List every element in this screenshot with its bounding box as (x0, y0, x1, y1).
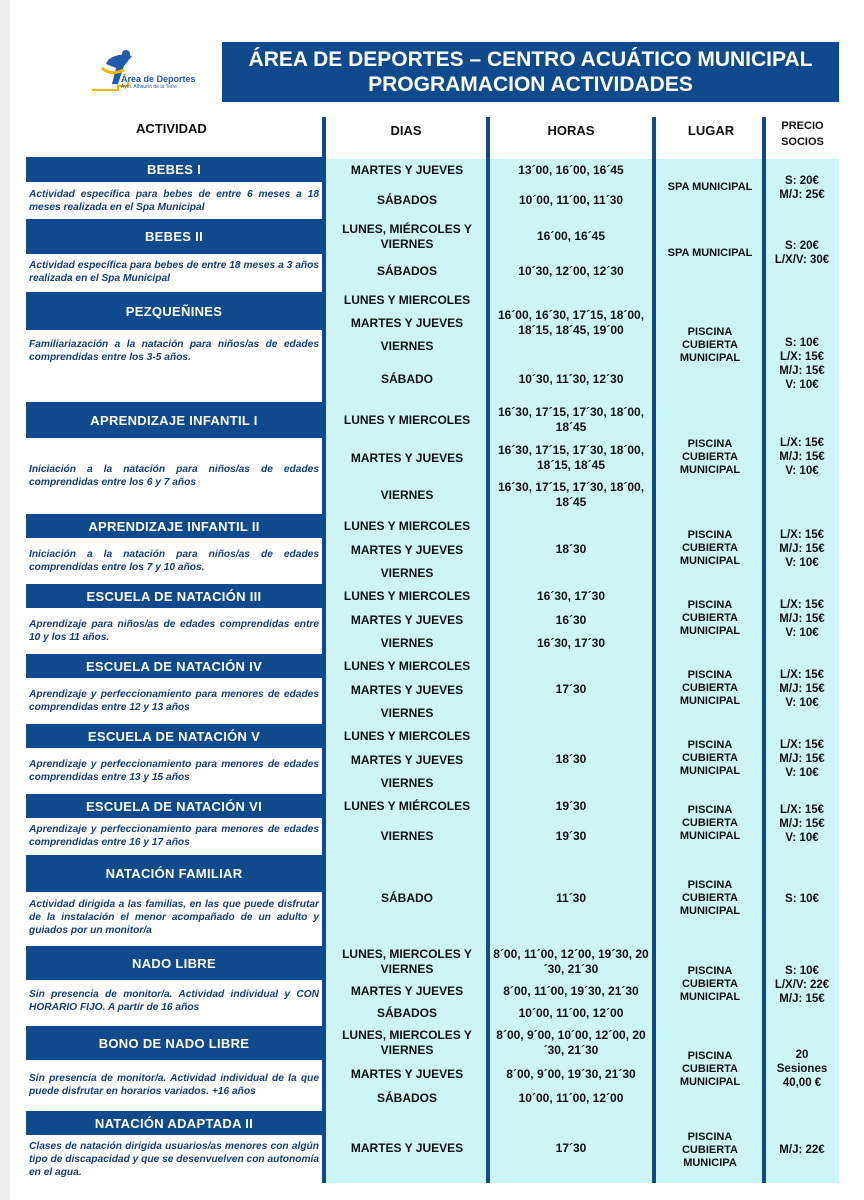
activity-title-text: PEZQUEÑINES (125, 303, 223, 319)
dias-cell (330, 402, 484, 438)
dias-cell-text: LUNES, MIÉRCOLES Y VIERNES (342, 221, 472, 251)
activity-description-text: Clases de natación dirigida usuarios/as menores con algún tipo de discapacidad y que se desenvuelven con autonomía en el agua. (29, 1141, 319, 1178)
dias-cell (330, 656, 484, 676)
horas-cell (491, 855, 651, 942)
horas-cell (491, 1063, 651, 1085)
activity-description (26, 255, 322, 288)
horas-cell-text: 16´30, 17´15, 17´30, 18´00, 18´15, 18´45 (497, 443, 645, 472)
activity-title (26, 514, 322, 538)
lugar-cell-text: PISCINA CUBIERTA MUNICIPAL (679, 669, 741, 707)
horas-cell-text: 18´30 (555, 752, 587, 766)
lugar-cell (660, 160, 760, 215)
activity-description-text: Actividad específica para bebes de entre 6 meses a 18 meses realizada en el Spa Municipal (29, 188, 319, 213)
dias-cell (330, 633, 484, 653)
precio-cell (768, 402, 836, 512)
lugar-cell (660, 1028, 760, 1110)
logo-text: Área de Deportes (121, 74, 196, 84)
dias-cell-text: LUNES Y MIERCOLES (343, 728, 471, 743)
dias-cell-text: VIERNES (380, 338, 434, 353)
dias-cell-text: MARTES Y JUEVES (350, 542, 464, 557)
dias-cell-text: MARTES Y JUEVES (350, 1140, 464, 1155)
activity-title (26, 584, 322, 608)
dias-cell (330, 1136, 484, 1160)
horas-cell (491, 300, 651, 345)
precio-cell-text: 20 Sesiones 40,00 € (776, 1049, 828, 1089)
dias-cell (330, 1063, 484, 1085)
activity-description-text: Aprendizaje y perfeccionamiento para menores de edades comprendidas entre 13 y 15 años (29, 759, 319, 783)
dias-cell-text: LUNES Y MIERCOLES (343, 658, 471, 673)
activity-title (26, 855, 322, 892)
horas-cell (491, 256, 651, 286)
dias-cell (330, 680, 484, 700)
horas-cell (491, 726, 651, 793)
dias-cell (330, 796, 484, 816)
dias-cell (330, 750, 484, 770)
dias-cell (330, 980, 484, 1002)
activity-title (26, 1111, 322, 1135)
horas-cell-text: 8´00, 9´00, 19´30, 21´30 (506, 1066, 636, 1081)
activity-title (26, 794, 322, 818)
activity-title (26, 1026, 322, 1060)
activity-title-text: ESCUELA DE NATACIÓN V (87, 728, 261, 744)
dias-cell-text: MARTES Y JUEVES (350, 315, 464, 330)
activity-description (26, 1061, 322, 1109)
dias-cell (330, 313, 484, 333)
precio-cell-text: L/X: 15€ M/J: 15€ V: 10€ (779, 738, 825, 779)
horas-cell-text: 13´00, 16´00, 16´45 (518, 163, 624, 177)
dias-cell-text: MARTES Y JUEVES (350, 450, 464, 465)
horas-cell-text: 19´30 (555, 798, 587, 813)
dias-cell-text: SÁBADOS (376, 1005, 437, 1020)
horas-cell-text: 10´00, 11´00, 12´00 (518, 1005, 624, 1020)
activity-description-text: Aprendizaje y perfeccionamiento para menores de edades comprendidas entre 12 y 13 años (29, 689, 319, 713)
dias-cell (330, 703, 484, 723)
dias-cell-text: LUNES, MIERCOLES Y VIERNES (342, 947, 472, 976)
horas-cell (491, 219, 651, 254)
activity-title-text: NADO LIBRE (132, 955, 216, 971)
dias-cell-text: SÁBADOS (376, 192, 437, 207)
horas-cell (491, 610, 651, 630)
horas-cell (491, 440, 651, 476)
dias-cell-text: MARTES Y JUEVES (350, 612, 464, 627)
activity-description (26, 331, 322, 370)
page-title (222, 42, 839, 102)
horas-cell-text: 16´00, 16´45 (536, 229, 606, 243)
dias-cell-text: LUNES Y MIERCOLES (343, 518, 471, 533)
lugar-cell-text: SPA MUNICIPAL (667, 181, 753, 193)
horas-cell-text: 16´00, 16´30, 17´15, 18´00, 18´15, 18´45, 19´00 (497, 307, 645, 337)
activity-description-text: Sin presencia de monitor/a. Actividad individual de la que puede disfrutar en horarios variados. +16 años (29, 1073, 319, 1097)
precio-cell (768, 1028, 836, 1110)
dias-cell-text: LUNES Y MIÉRCOLES (343, 798, 471, 813)
horas-cell (491, 633, 651, 653)
activity-title (26, 946, 322, 980)
lugar-cell (660, 220, 760, 286)
horas-cell-text: 16´30 (555, 612, 587, 627)
dias-cell-text: SÁBADO (380, 891, 433, 905)
dias-cell (330, 1003, 484, 1023)
activity-description (26, 539, 322, 583)
precio-cell-text: S: 10€ L/X/V: 22€ M/J: 15€ (774, 964, 830, 1005)
lugar-cell (660, 402, 760, 512)
activity-description-text: Aprendizaje y perfeccionamiento para menores de edades comprendidas entre 16 y 17 años (29, 824, 319, 848)
dias-cell (330, 256, 484, 286)
dias-cell (330, 610, 484, 630)
lugar-cell-text: PISCINA CUBIERTA MUNICIPAL (679, 1049, 741, 1088)
column-divider (762, 117, 766, 1183)
horas-cell (491, 184, 651, 216)
horas-cell-text: 10´00, 11´00, 11´30 (518, 192, 624, 207)
dias-cell (330, 855, 484, 942)
activity-title-text: NATACIÓN ADAPTADA II (94, 1115, 254, 1131)
activity-title-text: BEBES I (146, 162, 202, 177)
header-actividad: ACTIVIDAD (136, 120, 207, 136)
activity-description-text: Familiariazación a la natación para niños/as de edades comprendidas entre los 3-5 años. (29, 338, 319, 363)
dias-cell-text: SÁBADOS (376, 263, 437, 278)
dias-cell-text: LUNES, MIERCOLES Y VIERNES (342, 1028, 472, 1057)
precio-cell (768, 514, 836, 583)
lugar-cell (660, 292, 760, 398)
precio-cell (768, 855, 836, 942)
header-dias: DIAS (390, 122, 422, 138)
horas-cell (491, 1028, 651, 1058)
dias-cell (330, 946, 484, 978)
activity-title (26, 724, 322, 748)
horas-cell (491, 586, 651, 606)
logo-subtext: Ayto. Alhaurín de la Torre (121, 84, 177, 90)
dias-cell-text: MARTES Y JUEVES (350, 1066, 464, 1081)
lugar-cell (660, 794, 760, 853)
horas-cell-text: 8´00, 9´00, 10´00, 12´00, 20´30, 21´30 (496, 1028, 646, 1057)
lugar-cell-text: PISCINA CUBIERTA MUNICIPAL (679, 529, 741, 567)
precio-cell (768, 220, 836, 286)
dias-cell-text: VIERNES (380, 635, 434, 650)
dias-cell-text: MARTES Y JUEVES (350, 752, 464, 767)
lugar-cell (660, 724, 760, 793)
horas-cell (491, 1088, 651, 1108)
horas-cell (491, 826, 651, 846)
activity-title (26, 219, 322, 254)
lugar-cell-text: PISCINA CUBIERTA MUNICIPAL (679, 739, 741, 777)
dias-cell (330, 159, 484, 182)
activity-title-text: BEBES II (144, 229, 204, 244)
precio-cell (768, 794, 836, 853)
header-precio-line1: PRECIO (781, 120, 824, 132)
dias-cell (330, 290, 484, 310)
dias-cell-text: LUNES Y MIERCOLES (343, 588, 471, 603)
lugar-cell (660, 514, 760, 583)
activity-description (26, 679, 322, 723)
horas-cell (491, 1136, 651, 1160)
lugar-cell-text: PISCINA CUBIERTA MUNICIPAL (679, 599, 741, 637)
horas-cell-text: 18´30 (555, 542, 587, 556)
lugar-cell-text: PISCINA CUBIERTA MUNICIPAL (679, 804, 741, 842)
horas-cell (491, 159, 651, 182)
precio-cell-text: L/X: 15€ M/J: 15€ V: 10€ (779, 668, 825, 709)
column-divider (652, 117, 656, 1183)
dias-cell (330, 563, 484, 583)
activity-description-text: Sin presencia de monitor/a. Actividad individual y CON HORARIO FIJO. A partir de 16 años (29, 988, 319, 1013)
activity-title (26, 292, 322, 330)
dias-cell-text: VIERNES (380, 828, 434, 843)
dias-cell (330, 440, 484, 476)
dias-cell (330, 219, 484, 254)
activity-title-text: APRENDIZAJE INFANTIL II (88, 518, 260, 534)
horas-cell-text: 16´30, 17´15, 17´30, 18´00, 18´45 (497, 480, 645, 509)
activity-description (26, 1136, 322, 1183)
precio-cell (768, 1120, 836, 1180)
dias-cell (330, 184, 484, 216)
header-precio (766, 114, 839, 154)
activity-description-text: Aprendizaje para niños/as de edades comprendidas entre 10 y los 11 años. (29, 619, 319, 643)
horas-cell (491, 478, 651, 512)
activity-description (26, 981, 322, 1020)
activity-description-text: Iniciación a la natación para niños/as de edades comprendidas entre los 6 y 7 años (29, 464, 319, 488)
precio-cell-text: L/X: 15€ M/J: 15€ V: 10€ (779, 803, 825, 844)
dias-cell (330, 1088, 484, 1108)
lugar-cell-text: PISCINA CUBIERTA MUNICIPAL (679, 879, 741, 917)
horas-cell-text: 19´30 (555, 828, 587, 843)
horas-cell-text: 8´00, 11´00, 12´00, 19´30, 20´30, 21´30 (493, 947, 649, 976)
dias-cell (330, 540, 484, 560)
dias-cell (330, 1028, 484, 1058)
activity-title-text: ESCUELA DE NATACIÓN III (86, 588, 262, 604)
lugar-cell-text: PISCINA CUBIERTA MUNICIPAL (679, 325, 741, 364)
page-edge (0, 0, 10, 1200)
activity-title-text: ESCUELA DE NATACIÓN IV (85, 658, 263, 674)
header-precio-line2: SOCIOS (781, 136, 824, 148)
activity-description (26, 749, 322, 793)
dias-cell (330, 586, 484, 606)
lugar-cell-text: PISCINA CUBIERTA MUNICIPAL (679, 437, 741, 476)
horas-cell-text: 8´00, 11´00, 19´30, 21´30 (503, 983, 639, 998)
precio-cell-text: L/X: 15€ M/J: 15€ V: 10€ (779, 598, 825, 639)
activity-title (26, 402, 322, 438)
activity-description (26, 893, 322, 942)
activity-description-text: Actividad dirigida a las familias, en las que puede disfrutar de la instalación el menor acompañado de un adulto y guiados por un monitor/a (29, 899, 319, 936)
activity-title-text: BONO DE NADO LIBRE (98, 1035, 250, 1051)
activity-title-text: NATACIÓN FAMILIAR (105, 866, 243, 881)
dias-cell-text: SÁBADOS (376, 1090, 437, 1105)
dias-cell-text: VIERNES (380, 775, 434, 790)
horas-cell-text: 17´30 (555, 1140, 587, 1155)
dias-cell-text: SÁBADO (380, 371, 433, 386)
activity-description-text: Iniciación a la natación para niños/as de edades comprendidas entre los 7 y 10 años. (29, 549, 319, 573)
lugar-cell-text: PISCINA CUBIERTA MUNICIPAL (679, 965, 741, 1003)
lugar-cell-text: PISCINA CUBIERTA MUNICIPA (681, 1130, 738, 1169)
horas-cell-text: 11´30 (555, 891, 587, 905)
precio-cell (768, 654, 836, 723)
lugar-cell (660, 946, 760, 1023)
horas-cell-text: 17´30 (555, 682, 587, 696)
activity-description (26, 609, 322, 653)
precio-cell (768, 946, 836, 1023)
horas-cell (491, 516, 651, 583)
precio-cell (768, 330, 836, 398)
dias-cell-text: MARTES Y JUEVES (350, 163, 464, 177)
horas-cell-text: 10´00, 11´00, 12´00 (518, 1090, 624, 1105)
precio-cell (768, 584, 836, 653)
horas-cell (491, 796, 651, 816)
horas-cell (491, 946, 651, 978)
precio-cell (768, 160, 836, 216)
lugar-cell (660, 855, 760, 942)
horas-cell-text: 16´30, 17´30 (536, 588, 606, 603)
dias-cell-text: MARTES Y JUEVES (350, 983, 464, 998)
dias-cell-text: VIERNES (380, 705, 434, 720)
lugar-cell (660, 584, 760, 653)
lugar-cell-text: SPA MUNICIPAL (667, 246, 753, 259)
precio-cell-text: S: 10€ L/X: 15€ M/J: 15€ V: 10€ (779, 337, 825, 391)
precio-cell-text: S: 10€ (785, 892, 819, 905)
activity-description (26, 439, 322, 513)
title-line-2: PROGRAMACION ACTIVIDADES (368, 73, 693, 96)
horas-cell-text: 16´30, 17´30 (536, 635, 606, 650)
lugar-cell (660, 1120, 760, 1180)
dias-cell (330, 726, 484, 746)
precio-cell-text: S: 20€ M/J: 25€ (779, 175, 825, 201)
precio-cell-text: S: 20€ L/X/V: 30€ (774, 240, 830, 266)
horas-cell (491, 368, 651, 390)
dias-cell (330, 368, 484, 390)
horas-cell (491, 402, 651, 438)
dias-cell-text: VIERNES (380, 487, 434, 502)
precio-cell (768, 724, 836, 793)
activity-description-text: Actividad específica para bebes de entre 18 meses a 3 años realizada en el Spa Municipal (29, 259, 319, 284)
dias-cell-text: LUNES Y MIERCOLES (343, 292, 471, 307)
precio-cell-text: L/X: 15€ M/J: 15€ V: 10€ (779, 528, 825, 569)
header-lugar: LUGAR (687, 122, 735, 138)
dias-cell (330, 826, 484, 846)
horas-cell (491, 656, 651, 723)
precio-cell-text: M/J: 22€ (779, 1144, 825, 1156)
horas-cell-text: 16´30, 17´15, 17´30, 18´00, 18´45 (497, 405, 645, 434)
horas-cell (491, 1003, 651, 1023)
precio-cell-text: L/X: 15€ M/J: 15€ V: 10€ (779, 437, 825, 477)
column-divider (486, 117, 490, 1183)
dias-cell-text: VIERNES (380, 565, 434, 580)
dias-cell (330, 478, 484, 512)
horas-cell-text: 10´30, 12´00, 12´30 (518, 263, 624, 278)
activity-title (26, 157, 322, 182)
title-line-1: ÁREA DE DEPORTES – CENTRO ACUÁTICO MUNICIPAL (248, 48, 813, 71)
activity-description (26, 183, 322, 218)
horas-cell (491, 980, 651, 1002)
activity-title-text: ESCUELA DE NATACIÓN VI (85, 798, 263, 814)
dias-cell (330, 516, 484, 536)
activity-title (26, 654, 322, 678)
activity-description (26, 819, 322, 853)
dias-cell-text: MARTES Y JUEVES (350, 682, 464, 697)
header-horas: HORAS (547, 122, 595, 138)
dias-cell-text: LUNES Y MIERCOLES (343, 412, 471, 427)
activity-title-text: APRENDIZAJE INFANTIL I (90, 412, 258, 428)
lugar-cell (660, 654, 760, 723)
dias-cell (330, 773, 484, 793)
dias-cell (330, 336, 484, 356)
column-divider (322, 117, 326, 1183)
horas-cell-text: 10´30, 11´30, 12´30 (518, 371, 624, 386)
